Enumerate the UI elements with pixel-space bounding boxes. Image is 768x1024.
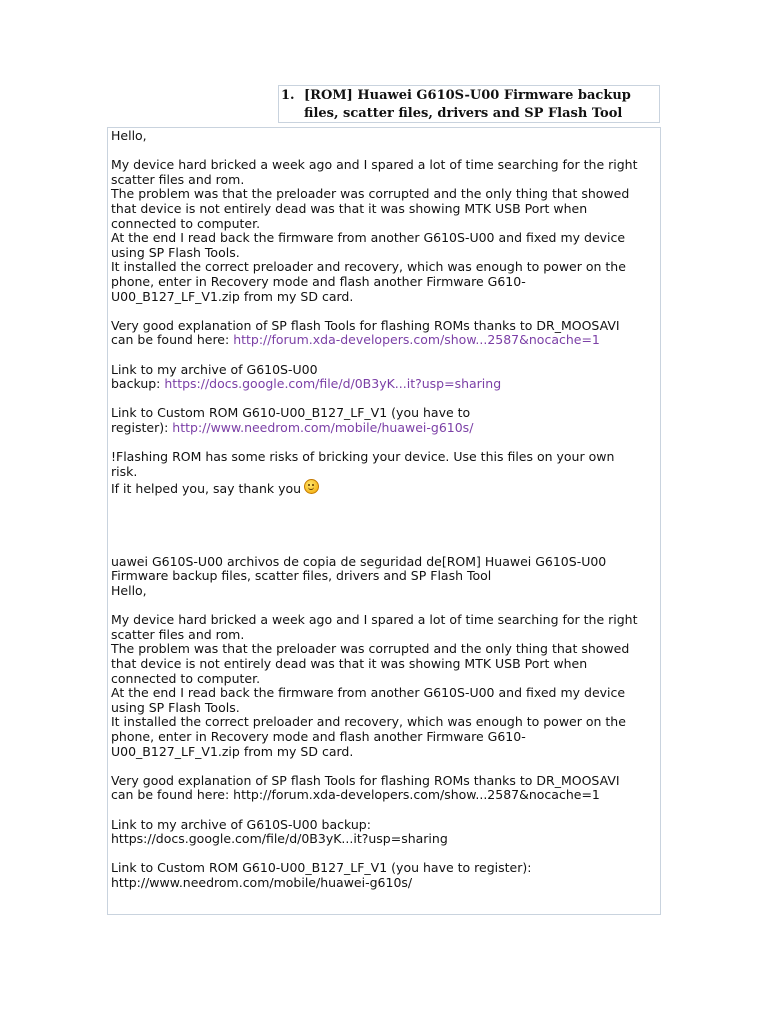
google-docs-link[interactable]: https://docs.google.com/file/d/0B3yK...it?usp=sharing [164,376,502,392]
repeat-greeting: Hello, [111,583,147,599]
post-title-box [278,85,660,123]
archive-text: Link to my archive of G610S-U00 backup: [111,361,318,392]
archive-paragraph [111,363,660,392]
post-body [107,127,661,915]
custom-rom-paragraph [111,406,660,435]
repeat-archive-paragraph: Link to my archive of G610S-U00 backup: https://docs.google.com/file/d/0B3yK...it?usp=sharing [111,816,448,847]
thanks-text: If it helped you, say thank you [111,481,302,497]
greeting: Hello, [111,128,147,143]
explanation-text: Very good explanation of SP flash Tools for flashing ROMs thanks to DR_MOOSAVI can be found here: [111,317,620,348]
intro-paragraph: My device hard bricked a week ago and I spared a lot of time searching for the right scatter files and rom. The problem was that the preloader was corrupted and the only thing that showed that device is not entirely dead was that it was showing MTK USB Port when connected to computer. At the end I read back the firmware from another G610S-U00 and fixed my device using SP Flash Tools. It installed the correct preloader and recovery, which was enough to power on the phone, enter in Recovery mode and flash another Firmware G610- U00_B127_LF_V1.zip from my SD card. [111,157,638,304]
warning-text: !Flashing ROM has some risks of bricking your device. Use this files on your own risk. [111,449,615,479]
repeat-custom-rom-paragraph: Link to Custom ROM G610-U00_B127_LF_V1 (you have to register): http://www.needrom.com/mobile/huawei-g610s/ [111,860,532,890]
list-number: 1. [281,88,295,103]
xda-forum-link[interactable]: http://forum.xda-developers.com/show...2587&nocache=1 [233,332,600,348]
repeat-heading: uawei G610S-U00 archivos de copia de seguridad de[ROM] Huawei G610S-U00 Firmware backup files, scatter files, drivers and SP Flash Tool [111,553,607,584]
repeat-intro-paragraph: My device hard bricked a week ago and I spared a lot of time searching for the right scatter files and rom. The problem was that the preloader was corrupted and the only thing that showed that device is not entirely dead was that it was showing MTK USB Port when connected to computer. At the end I read back the firmware from another G610S-U00 and fixed my device using SP Flash Tools. It installed the correct preloader and recovery, which was enough to power on the phone, enter in Recovery mode and flash another Firmware G610- U00_B127_LF_V1.zip from my SD card. [111,612,638,759]
post-title: [ROM] Huawei G610S-U00 Firmware backup files, scatter files, drivers and SP Flash Tool [304,88,631,121]
custom-rom-text: Link to Custom ROM G610-U00_B127_LF_V1 (you have to register): [111,405,471,435]
needrom-link[interactable]: http://www.needrom.com/mobile/huawei-g610s/ [172,419,474,435]
smiley-icon [304,479,319,494]
repeat-explanation-paragraph: Very good explanation of SP flash Tools for flashing ROMs thanks to DR_MOOSAVI can be found here: http://forum.xda-developers.com/show...2587&nocache=1 [111,772,620,803]
thanks-line [111,479,660,497]
explanation-paragraph [111,319,660,348]
